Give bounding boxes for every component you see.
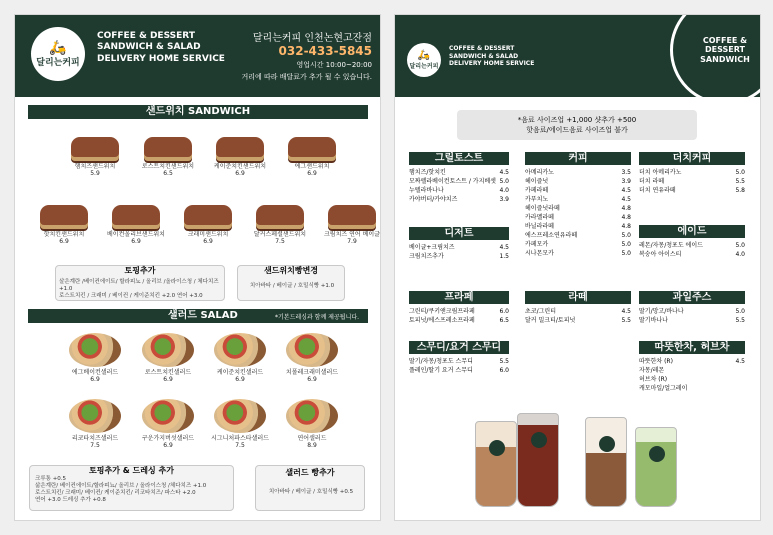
menu-row: [639, 168, 745, 177]
menu-category-title: 따뜻한차, 허브차: [639, 341, 745, 354]
sandwich-image: [144, 137, 192, 161]
menu-item-name: 복숭아 아이스티: [639, 251, 682, 258]
menu-page-front: [14, 14, 381, 521]
menu-item-price: 5.5: [621, 317, 631, 324]
menu-item-price: 6.0: [499, 367, 509, 374]
logo-text: 달리는커피: [409, 62, 439, 70]
menu-row: [409, 316, 509, 325]
menu-item: [29, 205, 99, 245]
menu-row: [409, 177, 509, 186]
menu-item: [133, 333, 203, 383]
menu-category-list: [409, 168, 509, 204]
item-name: 구운가지버섯샐러드: [141, 435, 195, 442]
menu-row: [639, 366, 745, 375]
item-price: 6.9: [203, 237, 213, 245]
menu-item-name: 더치 아메리카노: [639, 169, 682, 176]
brand-tagline: [449, 45, 534, 68]
salad-topping-title: 토핑추가 & 드레싱 추가: [89, 466, 174, 475]
menu-item-price: 4.5: [499, 244, 509, 251]
item-price: 7.9: [347, 237, 357, 245]
menu-item-name: 카페모카: [525, 241, 549, 248]
item-price: 6.5: [163, 169, 173, 177]
item-price: 7.5: [90, 441, 100, 449]
menu-row: [409, 366, 509, 375]
menu-item-price: 5.0: [621, 232, 631, 239]
menu-row: [525, 316, 631, 325]
menu-category-title: 스무디/요거 스무디: [409, 341, 509, 354]
scooter-icon: 🛵: [49, 39, 67, 56]
sandwich-bread-list: [241, 283, 343, 290]
menu-item-name: 크림치즈추가: [409, 253, 444, 260]
salad-note: *기본드레싱과 함께 제공됩니다.: [275, 314, 360, 321]
menu-item-price: 4.5: [621, 196, 631, 203]
menu-item-price: 4.0: [735, 251, 745, 258]
drink-image: [475, 421, 517, 507]
menu-item-price: 1.5: [499, 253, 509, 260]
salad-image: [286, 333, 338, 367]
tagline-line: COFFEE & DESSERT: [449, 45, 515, 52]
menu-category-list: [639, 168, 745, 195]
menu-row: [525, 186, 631, 195]
menu-item-name: 딸기/자몽/청포도 스무디: [409, 358, 473, 365]
cup-logo-icon: [489, 440, 505, 456]
item-name: 로스트치킨샌드위치: [141, 163, 195, 170]
menu-row: [639, 384, 745, 393]
menu-row: [409, 307, 509, 316]
salad-image: [142, 333, 194, 367]
menu-row: [409, 243, 509, 252]
menu-item-price: 4.5: [621, 187, 631, 194]
menu-item-price: 5.0: [735, 169, 745, 176]
menu-category-title: 에이드: [639, 225, 745, 238]
menu-row: [525, 307, 631, 316]
menu-item-name: 허브차 (R): [639, 376, 668, 383]
item-name: 핫치킨샌드위치: [43, 231, 85, 238]
item-name: 케이준치킨샌드위치: [213, 163, 267, 170]
item-name: 로스트치킨샐러드: [144, 369, 192, 376]
menu-item-name: 달커 밀크티/토피넛: [525, 317, 576, 324]
menu-item-price: 4.5: [621, 308, 631, 315]
menu-item: [317, 205, 381, 245]
menu-category-list: [409, 357, 509, 375]
menu-item-price: 6.0: [499, 308, 509, 315]
size-note-line: *음료 사이즈업 +1,000 샷추가 +500: [517, 116, 637, 124]
sandwich-image: [216, 137, 264, 161]
menu-category-title: 더치커피: [639, 152, 745, 165]
menu-item: [205, 333, 275, 383]
item-name: 케이준치킨샐러드: [216, 369, 264, 376]
menu-row: [525, 222, 631, 231]
menu-item-price: 5.5: [735, 317, 745, 324]
menu-row: [409, 357, 509, 366]
store-info: [241, 29, 372, 82]
tagline-line: DELIVERY HOME SERVICE: [97, 53, 225, 64]
menu-item-price: 4.5: [499, 169, 509, 176]
tagline-line: SANDWICH & SALAD: [449, 52, 519, 60]
menu-item-name: 누텔라바나나: [409, 187, 444, 194]
brand-tagline: [97, 31, 225, 65]
item-name: 베이컨올리브샌드위치: [107, 231, 165, 238]
menu-item-price: 4.8: [621, 214, 631, 221]
menu-item-price: 5.0: [735, 242, 745, 249]
menu-category-title: 프라페: [409, 291, 509, 304]
item-name: 시그니처파스타샐러드: [211, 435, 269, 442]
sandwich-topping-title: 토핑추가: [124, 266, 156, 275]
menu-item-name: 카라멜라떼: [525, 214, 554, 221]
cup-logo-icon: [599, 436, 615, 452]
menu-item: [101, 205, 171, 245]
store-phone: 032-433-5845: [278, 44, 372, 58]
page-header: [395, 15, 760, 97]
menu-item-name: 베이글+크림치즈: [409, 244, 455, 251]
page-header: [15, 15, 380, 97]
menu-item-name: 따뜻한차 (R): [639, 358, 673, 365]
menu-row: [639, 177, 745, 186]
item-price: 8.9: [307, 441, 317, 449]
menu-item-name: 그린티/쿠키앤크림프라페: [409, 308, 475, 315]
menu-category-title: 라떼: [525, 291, 631, 304]
salad-image: [214, 399, 266, 433]
topping-line: 로스트치킨 / 크래미 / 베이컨 / 케이준치킨 +2.0 연어 +3.0: [59, 293, 203, 300]
size-note-line: 핫음료/에이드음료 사이즈업 불가: [526, 125, 628, 134]
sandwich-image: [288, 137, 336, 161]
item-name: 햄치즈샌드위치: [74, 163, 116, 170]
menu-item-name: 카페라떼: [525, 187, 549, 194]
logo-text: 달리는커피: [36, 57, 80, 68]
menu-item: [133, 137, 203, 177]
item-price: 6.9: [90, 375, 100, 383]
item-name: 달커스페셜샌드위치: [253, 231, 307, 238]
menu-row: [525, 195, 631, 204]
item-name: 에그샌드위치: [294, 163, 330, 170]
cup-logo-icon: [649, 446, 665, 462]
menu-row: [525, 168, 631, 177]
bread-line: 치아바타 / 베이글 / 호밀식빵 +1.0: [249, 283, 335, 289]
menu-category-title: 과일주스: [639, 291, 745, 304]
cup-logo-icon: [531, 432, 547, 448]
menu-item-price: 3.5: [621, 169, 631, 176]
menu-category-list: [525, 168, 631, 258]
menu-item: [205, 137, 275, 177]
menu-row: [639, 375, 745, 384]
menu-category-list: [639, 307, 745, 325]
menu-item-name: 카야버터/카야치즈: [409, 196, 458, 203]
item-price: 7.5: [235, 441, 245, 449]
menu-item-name: 아메리카노: [525, 169, 554, 176]
menu-page-back: [394, 14, 761, 521]
item-price: 6.9: [163, 375, 173, 383]
menu-row: [639, 241, 745, 250]
store-hours: 영업시간 10:00~20:00: [296, 61, 372, 69]
sandwich-image: [40, 205, 88, 229]
menu-item: [60, 137, 130, 177]
menu-item-name: 바닐라라떼: [525, 223, 554, 230]
salad-image: [142, 399, 194, 433]
menu-item-name: 시나몬모카: [525, 250, 554, 257]
menu-item-name: 초코/그린티: [525, 308, 557, 315]
sandwich-section-title: 샌드위치 SANDWICH: [28, 105, 368, 119]
menu-category-title: 그릴토스트: [409, 152, 509, 165]
extra-line: 치아바타 / 베이글 / 호밀식빵 +0.5: [268, 489, 354, 495]
item-price: 6.9: [235, 375, 245, 383]
topping-line: 삶은계란/ 베이컨에이트/할라피뇨/ 올리브 / 올라이스청 /체다치즈 +1.0: [35, 483, 207, 490]
salad-image: [286, 399, 338, 433]
item-price: 6.9: [59, 237, 69, 245]
brand-logo: [407, 43, 441, 77]
menu-item-name: 딸기바나나: [639, 317, 668, 324]
menu-row: [409, 186, 509, 195]
menu-item: [245, 205, 315, 245]
menu-item-name: 캐모마일/얼그레이: [639, 385, 688, 392]
brand-logo: [31, 27, 85, 81]
menu-item-name: 카푸치노: [525, 196, 549, 203]
menu-item-name: 자몽/레몬: [639, 367, 665, 374]
menu-item: [277, 137, 347, 177]
item-price: 6.9: [131, 237, 141, 245]
tagline-line: DELIVERY HOME SERVICE: [449, 60, 535, 67]
topping-line: 로스트치킨/ 크래미/ 베이컨/ 케이준치킨/ 리코타치즈/ 파스타 +2.0: [35, 490, 196, 497]
menu-category-list: [525, 307, 631, 325]
menu-item-name: 햄치즈/핫치킨: [409, 169, 446, 176]
menu-row: [525, 249, 631, 258]
menu-row: [525, 177, 631, 186]
item-name: 크림치즈 연어 베이글: [324, 231, 380, 238]
menu-item: [60, 399, 130, 449]
tagline-line: COFFEE & DESSERT: [97, 31, 195, 41]
menu-row: [409, 195, 509, 204]
sandwich-image: [256, 205, 304, 229]
menu-row: [409, 252, 509, 261]
menu-item-price: 4.8: [621, 223, 631, 230]
menu-item-name: 토피넛/에스프레소프라페: [409, 317, 475, 324]
menu-item-price: 3.9: [499, 196, 509, 203]
menu-item-price: 5.0: [735, 308, 745, 315]
menu-item-name: 레몬/자몽/청포도 에이드: [639, 242, 703, 249]
menu-row: [639, 316, 745, 325]
sandwich-topping-list: [59, 279, 223, 300]
menu-item: [277, 399, 347, 449]
drink-image: [585, 417, 627, 507]
topping-line: 크루통 +0.5: [35, 476, 67, 482]
item-name: 에그베이컨샐러드: [71, 369, 119, 376]
menu-row: [409, 168, 509, 177]
menu-item: [133, 399, 203, 449]
item-name: 치폴레크래미샐러드: [285, 369, 339, 376]
salad-extra-title: 샐러드 빵추가: [285, 468, 335, 477]
menu-category-title: 커피: [525, 152, 631, 165]
menu-row: [525, 240, 631, 249]
menu-item: [205, 399, 275, 449]
brand-emblem: [670, 14, 761, 105]
salad-title: 샐러드 SALAD: [168, 310, 238, 321]
salad-extra-list: [259, 489, 363, 496]
salad-topping-list: [35, 476, 231, 505]
menu-item-name: 플레인/딸기 요거 스무디: [409, 367, 473, 374]
item-name: 크래미샌드위치: [187, 231, 229, 238]
menu-item-name: 모짜렐라베이컨토스트 / 가지베셋: [409, 178, 496, 185]
item-price: 6.9: [307, 375, 317, 383]
sandwich-image: [112, 205, 160, 229]
salad-image: [214, 333, 266, 367]
menu-item-price: 4.8: [621, 205, 631, 212]
menu-row: [639, 357, 745, 366]
sandwich-image: [71, 137, 119, 161]
salad-image: [69, 333, 121, 367]
menu-row: [639, 250, 745, 259]
menu-category-list: [409, 243, 509, 261]
item-price: 5.9: [90, 169, 100, 177]
menu-item-price: 5.0: [621, 241, 631, 248]
drink-images: [475, 407, 685, 507]
item-price: 7.5: [275, 237, 285, 245]
item-price: 6.9: [163, 441, 173, 449]
item-name: 리코타치즈샐러드: [71, 435, 119, 442]
size-note: [457, 110, 697, 140]
menu-item: [173, 205, 243, 245]
scooter-icon: 🛵: [417, 49, 431, 61]
menu-item-price: 5.5: [499, 358, 509, 365]
menu-item: [60, 333, 130, 383]
menu-category-list: [639, 241, 745, 259]
sandwich-bread-title: 샌드위치빵변경: [263, 266, 319, 275]
menu-category-title: 디저트: [409, 227, 509, 240]
menu-row: [525, 204, 631, 213]
item-price: 6.9: [235, 169, 245, 177]
menu-item-price: 5.5: [735, 178, 745, 185]
item-name: 연어샐러드: [297, 435, 327, 442]
menu-item-name: 헤이즐넛라떼: [525, 205, 560, 212]
item-price: 6.9: [307, 169, 317, 177]
emblem-text: COFFEE & DESSERT SANDWICH: [700, 35, 750, 64]
drink-image: [635, 427, 677, 507]
sandwich-image: [328, 205, 376, 229]
menu-item-price: 5.0: [621, 250, 631, 257]
menu-category-list: [639, 357, 745, 393]
sandwich-image: [184, 205, 232, 229]
topping-line: 살은계란 /베이컨에이트/ 할라피뇨 / 올리브 /올라이스청 / 체다치즈 +1.0: [59, 279, 219, 293]
menu-row: [525, 231, 631, 240]
menu-item-price: 5.8: [735, 187, 745, 194]
topping-line: 연어 +3.0 드레싱 추가 +0.8: [35, 497, 106, 504]
menu-item-name: 더치 연유라떼: [639, 187, 676, 194]
menu-row: [639, 186, 745, 195]
store-name: 달리는커피 인천논현고잔점: [252, 33, 372, 44]
drink-image: [517, 413, 559, 507]
menu-item: [277, 333, 347, 383]
menu-item-name: 헤이즐넛: [525, 178, 549, 185]
menu-category-list: [409, 307, 509, 325]
delivery-notice: 거리에 따라 배달료가 추가 될 수 있습니다.: [241, 73, 372, 81]
menu-item-price: 3.9: [621, 178, 631, 185]
menu-row: [525, 213, 631, 222]
salad-image: [69, 399, 121, 433]
menu-item-price: 6.5: [499, 317, 509, 324]
menu-item-name: 딸기/망고/바나나: [639, 308, 684, 315]
menu-item-price: 4.0: [499, 187, 509, 194]
menu-item-price: 4.5: [735, 358, 745, 365]
tagline-line: SANDWICH & SALAD: [97, 42, 201, 53]
menu-item-price: 5.0: [499, 178, 509, 185]
menu-row: [639, 307, 745, 316]
menu-item-name: 에스프레소연유라떼: [525, 232, 578, 239]
menu-item-name: 더치 라떼: [639, 178, 665, 185]
